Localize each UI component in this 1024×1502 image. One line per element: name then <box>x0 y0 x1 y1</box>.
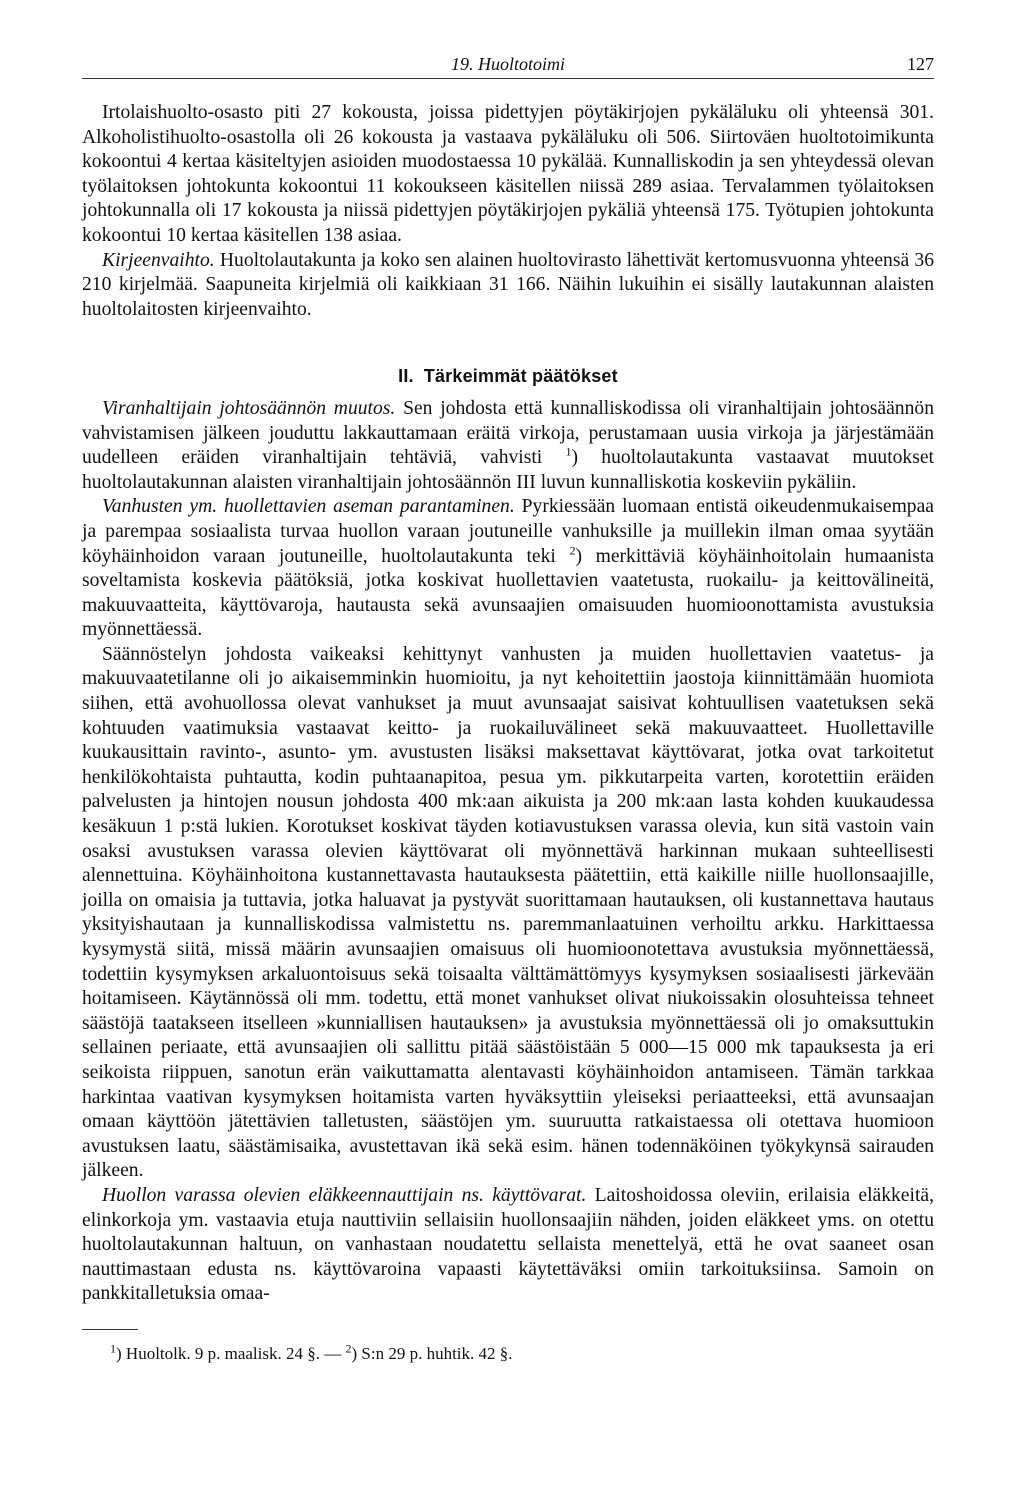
footnote-divider <box>82 1329 138 1330</box>
footnote-text: ) Huoltolk. 9 p. maalisk. 24 §. — <box>116 1343 346 1363</box>
document-page <box>82 50 934 1364</box>
section-number: II. <box>398 366 414 387</box>
paragraph-correspondence <box>82 249 934 323</box>
paragraph-text: Säännöstelyn johdosta vaikeaksi kehittynyt vanhusten ja muiden huollettavien vaatetus- ja makuuvaatetilanne oli jo aikaisemminkin huomioitu, ja nyt kehoitettiin jaostoja kiinnittämään huomiota siihen, että avohuollossa olevat vanhukset ja muut avunsaajat saisivat kohtuullisen vaatetuksen sekä kohtuuden vaatimuksia vastaavat keitto- ja ruokailuvälineet sekä makuuvaatteet. Huollettaville kuukausittain ravinto-, asunto- ym. avustusten lisäksi maksettavat käyttövarat, jotka ovat tarkoitetut henkilökohtaista puhtautta, kodin puhtaanapitoa, pesua ym. pikkutarpeita varten, korotettiin eräiden palvelusten ja hintojen nousun johdosta 400 mk:aan aikuista ja 200 mk:aan lasta kohden kuukaudessa kesäkuun 1 p:stä lukien. Korotukset koskivat täyden kotiavustuksen varassa olevia, kun sitä vastoin vain osaksi avustuksen varassa olevien käyttövarat oli myönnettävä harkinnan mukaan suhteellisesti alennettuina. Köyhäinhoitona kustannettavasta hautauksesta päätettiin, että kaikille niille huollonsaajille, joilla on omaisia ja tuttavia, jotka haluavat ja pystyvät suorittamaan hautauksen, oli kustannettava hautaus yksityishautaan ja kunnalliskodissa valmistettu ns. paremmanlaatuinen verhoiltu arkku. Harkittaessa kysymystä siitä, missä määrin avunsaajien omaisuus oli huomioonotettava avustuksia myönnettäessä, todettiin kysymyksen arkaluontoisuus sekä toisaalta välttämättömyys kysymyksen sosiaalisesti järkevään hoitamiseen. Käytännössä oli mm. todettu, että monet vanhukset olivat niukoissakin olosuhteissa tehneet säästöjä taatakseen itselleen »kunniallisen hautauksen» ja avustuksia myönnettäessä oli jo omaksuttukin sellainen periaate, että avunsaajien oli sallittu pitää säästöistään 5 000—15 000 mk tapauksesta ja eri seikoista riippuen, sanotun erän vaikuttamatta alentavasti köyhäinhoidon antamiseen. Tämän tarkkaa harkintaa vaativan kysymyksen hoitamista varten hyväksyttiin yleiseksi periaatteeksi, että avunsaajan omaan käyttöön jätettävien talletusten, säästöjen ym. suuruutta ratkaistaessa oli otettava huomioon avustuksen laatu, säästämisaika, avustettavan ikä sekä esim. hänen todennäköinen työkykynsä sairauden jälkeen. <box>82 643 934 1182</box>
paragraph-run-in-title: Kirjeenvaihto. <box>102 249 215 271</box>
paragraph-text: ) huoltolautakunta vastaavat muutokset huoltolautakunnan alaisten viranhaltijain johtosäännön III luvun kunnalliskotia koskeviin pykäliin. <box>82 447 934 493</box>
paragraph-text: Sen johdosta että kunnalliskodissa oli viranhaltijain johtosäännön vahvistamisen jälkeen jouduttu lakkauttamaan eräitä virkoja, perustamaan uusia virkoja ja järjestämään uudelleen eräiden viranhaltijain tehtäviä, vahvisti <box>82 397 934 469</box>
paragraph-run-in-title: Viranhaltijain johtosäännön muutos. <box>102 397 396 419</box>
page-number: 127 <box>907 54 934 74</box>
section-heading <box>82 364 934 389</box>
chapter-title: 19. Huoltotoimi <box>450 54 565 74</box>
footnote-text: ) S:n 29 p. huhtik. 42 §. <box>351 1343 513 1363</box>
paragraph-text: Irtolaishuolto-osasto piti 27 kokousta, joissa pidettyjen pöytäkirjojen pykäläluku oli yhteensä 301. Alkoholistihuolto-osastolla oli 26 kokousta ja vastaava pykäläluku oli 506. Siirtoväen huoltotoimikunta kokoontui 4 kertaa käsiteltyjen asioiden muodostaessa 10 pykälää. Kunnalliskodin ja sen yhteydessä olevan työlaitoksen johtokunta kokoontui 11 kokoukseen käsitellen niissä 289 asiaa. Tervalammen työlaitoksen johtokunnalla oli 17 kokousta ja niissä pidettyjen pöytäkirjojen pykäliä yhteensä 175. Työtupien johtokunta kokoontui 10 kertaa käsitellen 138 asiaa. <box>82 102 934 246</box>
paragraph-text: Pyrkiessään luomaan entistä oikeudenmukaisempaa ja parempaa sosiaalista turvaa huollon varaan joutuneille vanhuksille ja muillekin ilman omaa syytään köyhäinhoidon varaan joutuneille, huoltolautakunta teki <box>82 496 934 567</box>
paragraph-rationing <box>82 643 934 1184</box>
paragraph-text: ) merkittäviä köyhäinhoitolain humaanista soveltamista koskevia päätöksiä, jotka koskivat huollettavien vaatetusta, ruokailu- ja keittovälineitä, makuuvaatteita, käyttövaroja, hautausta sekä avunsaajien omaisuuden huomioonottamista avustuksia myönnettäessä. <box>82 545 934 641</box>
footnote-marker: 1 <box>110 1341 116 1356</box>
footnote-marker: 2 <box>345 1341 352 1356</box>
document-body <box>82 101 934 1307</box>
paragraph-meetings <box>82 101 934 249</box>
footnote-reference: 2 <box>569 542 576 557</box>
running-header <box>82 50 934 79</box>
paragraph-pensioners <box>82 1184 934 1307</box>
section-title: Tärkeimmät päätökset <box>423 366 618 387</box>
paragraph-run-in-title: Vanhusten ym. huollettavien aseman parantaminen. <box>102 496 515 518</box>
paragraph-run-in-title: Huollon varassa olevien eläkkeennauttijain ns. käyttövarat. <box>102 1184 587 1206</box>
footnote-reference: 1 <box>565 444 572 459</box>
footnotes <box>110 1341 934 1364</box>
paragraph-bylaw-change <box>82 397 934 495</box>
paragraph-text: Huoltolautakunta ja koko sen alainen huoltovirasto lähettivät kertomusvuonna yhteensä 36 210 kirjelmää. Saapuneita kirjelmiä oli kaikkiaan 31 166. Näihin lukuihin ei sisälly lautakunnan alaisten huoltolaitosten kirjeenvaihto. <box>82 249 934 320</box>
paragraph-elderly-care <box>82 495 934 643</box>
paragraph-text: Laitoshoidossa oleviin, erilaisia eläkkeitä, elinkorkoja ym. vastaavia etuja nauttiviin sellaisiin huollonsaajiin nähden, joiden eläkkeet yms. on otettu huoltolautakunnan haltuun, on vanhastaan noudatettu sellaista menettelyä, että he ovat saaneet osan nauttimastaan edusta ns. käyttövaroina vapaasti käytettäväksi omiin tarkoituksiinsa. Samoin on pankkitalletuksia omaa- <box>82 1184 934 1305</box>
